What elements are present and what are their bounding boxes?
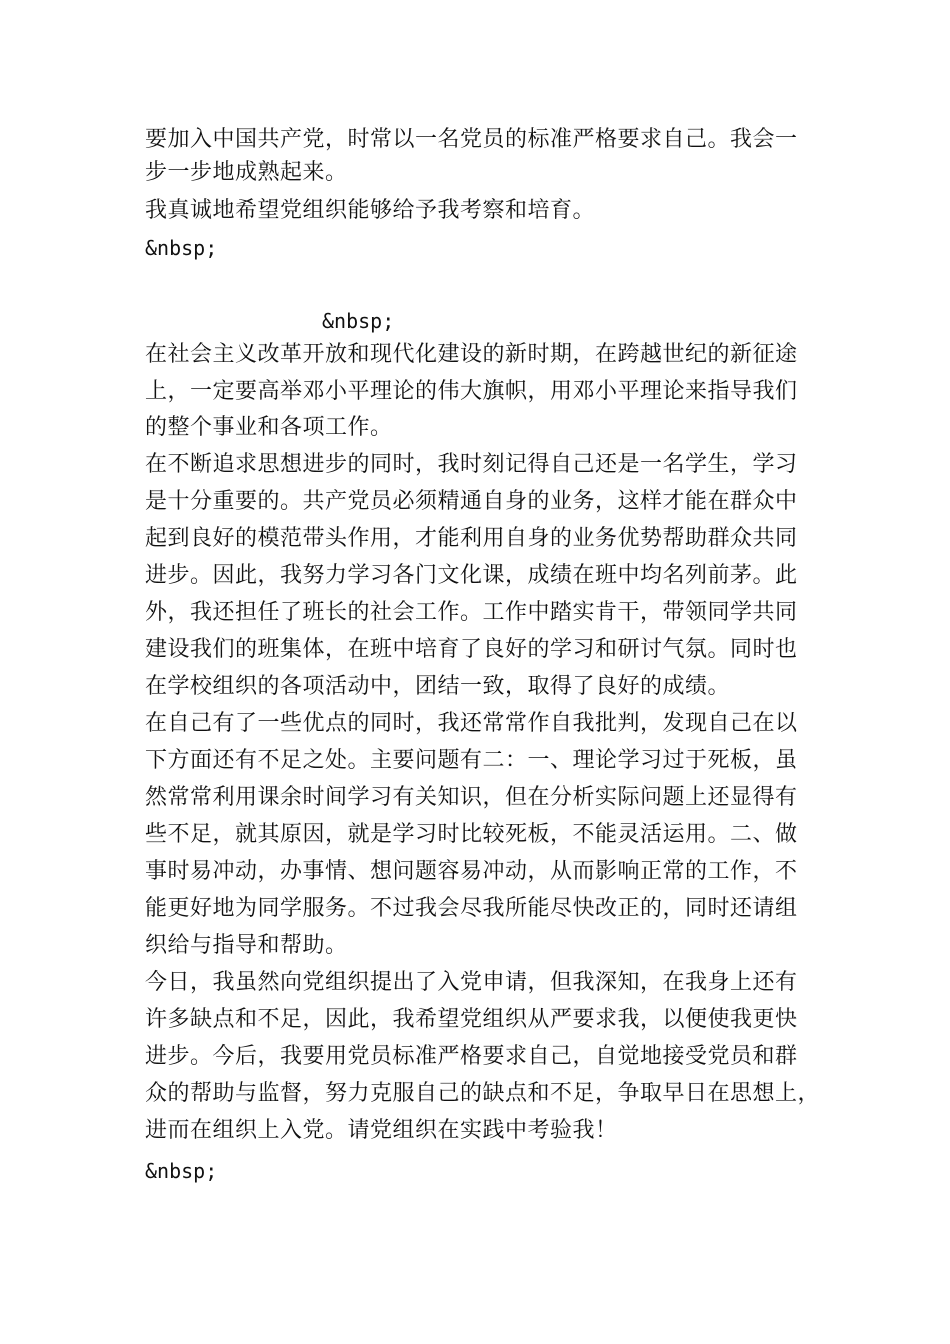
text-line: 些不足，就其原因，就是学习时比较死板，不能灵活运用。二、做 [145, 822, 798, 847]
text-line: 在社会主义改革开放和现代化建设的新时期，在跨越世纪的新征途 [145, 342, 798, 367]
text-line: 在学校组织的各项活动中，团结一致，取得了良好的成绩。 [145, 674, 731, 699]
nbsp-placeholder-text: &nbsp; [145, 236, 218, 260]
text-line: 下方面还有不足之处。主要问题有二：一、理论学习过于死板，虽 [145, 748, 798, 773]
text-line: 众的帮助与监督，努力克服自己的缺点和不足，争取早日在思想上， [145, 1081, 821, 1106]
text-line: 然常常利用课余时间学习有关知识，但在分析实际问题上还显得有 [145, 785, 798, 810]
text-line: 要加入中国共产党，时常以一名党员的标准严格要求自己。我会一 [145, 127, 798, 152]
text-line: 能更好地为同学服务。不过我会尽我所能尽快改正的，同时还请组 [145, 896, 798, 921]
text-line: 起到良好的模范带头作用，才能利用自身的业务优势帮助群众共同 [145, 526, 798, 551]
text-line: 在自己有了一些优点的同时，我还常常作自我批判，发现自己在以 [145, 711, 798, 736]
text-line: 上，一定要高举邓小平理论的伟大旗帜，用邓小平理论来指导我们 [145, 379, 798, 404]
text-line: 今日，我虽然向党组织提出了入党申请，但我深知，在我身上还有 [145, 970, 798, 995]
text-line: 我真诚地希望党组织能够给予我考察和培育。 [145, 198, 596, 223]
text-line: 织给与指导和帮助。 [145, 933, 348, 958]
nbsp-placeholder-text: &nbsp; [322, 309, 395, 333]
text-line: 是十分重要的。共产党员必须精通自身的业务，这样才能在群众中 [145, 489, 798, 514]
nbsp-placeholder-text: &nbsp; [145, 1159, 218, 1183]
text-line: 的整个事业和各项工作。 [145, 415, 393, 440]
text-line: 建设我们的班集体，在班中培育了良好的学习和研讨气氛。同时也 [145, 637, 798, 662]
text-line: 事时易冲动，办事情、想问题容易冲动，从而影响正常的工作，不 [145, 859, 798, 884]
text-line: 外，我还担任了班长的社会工作。工作中踏实肯干，带领同学共同 [145, 600, 798, 625]
text-line: 许多缺点和不足，因此，我希望党组织从严要求我，以便使我更快 [145, 1007, 798, 1032]
text-line: 在不断追求思想进步的同时，我时刻记得自己还是一名学生，学习 [145, 452, 798, 477]
text-line: 进步。因此，我努力学习各门文化课，成绩在班中均名列前茅。此 [145, 563, 798, 588]
text-line: 进步。今后，我要用党员标准严格要求自己，自觉地接受党员和群 [145, 1044, 798, 1069]
text-line: 步一步地成熟起来。 [145, 160, 348, 185]
text-line: 进而在组织上入党。请党组织在实践中考验我！ [145, 1118, 618, 1143]
